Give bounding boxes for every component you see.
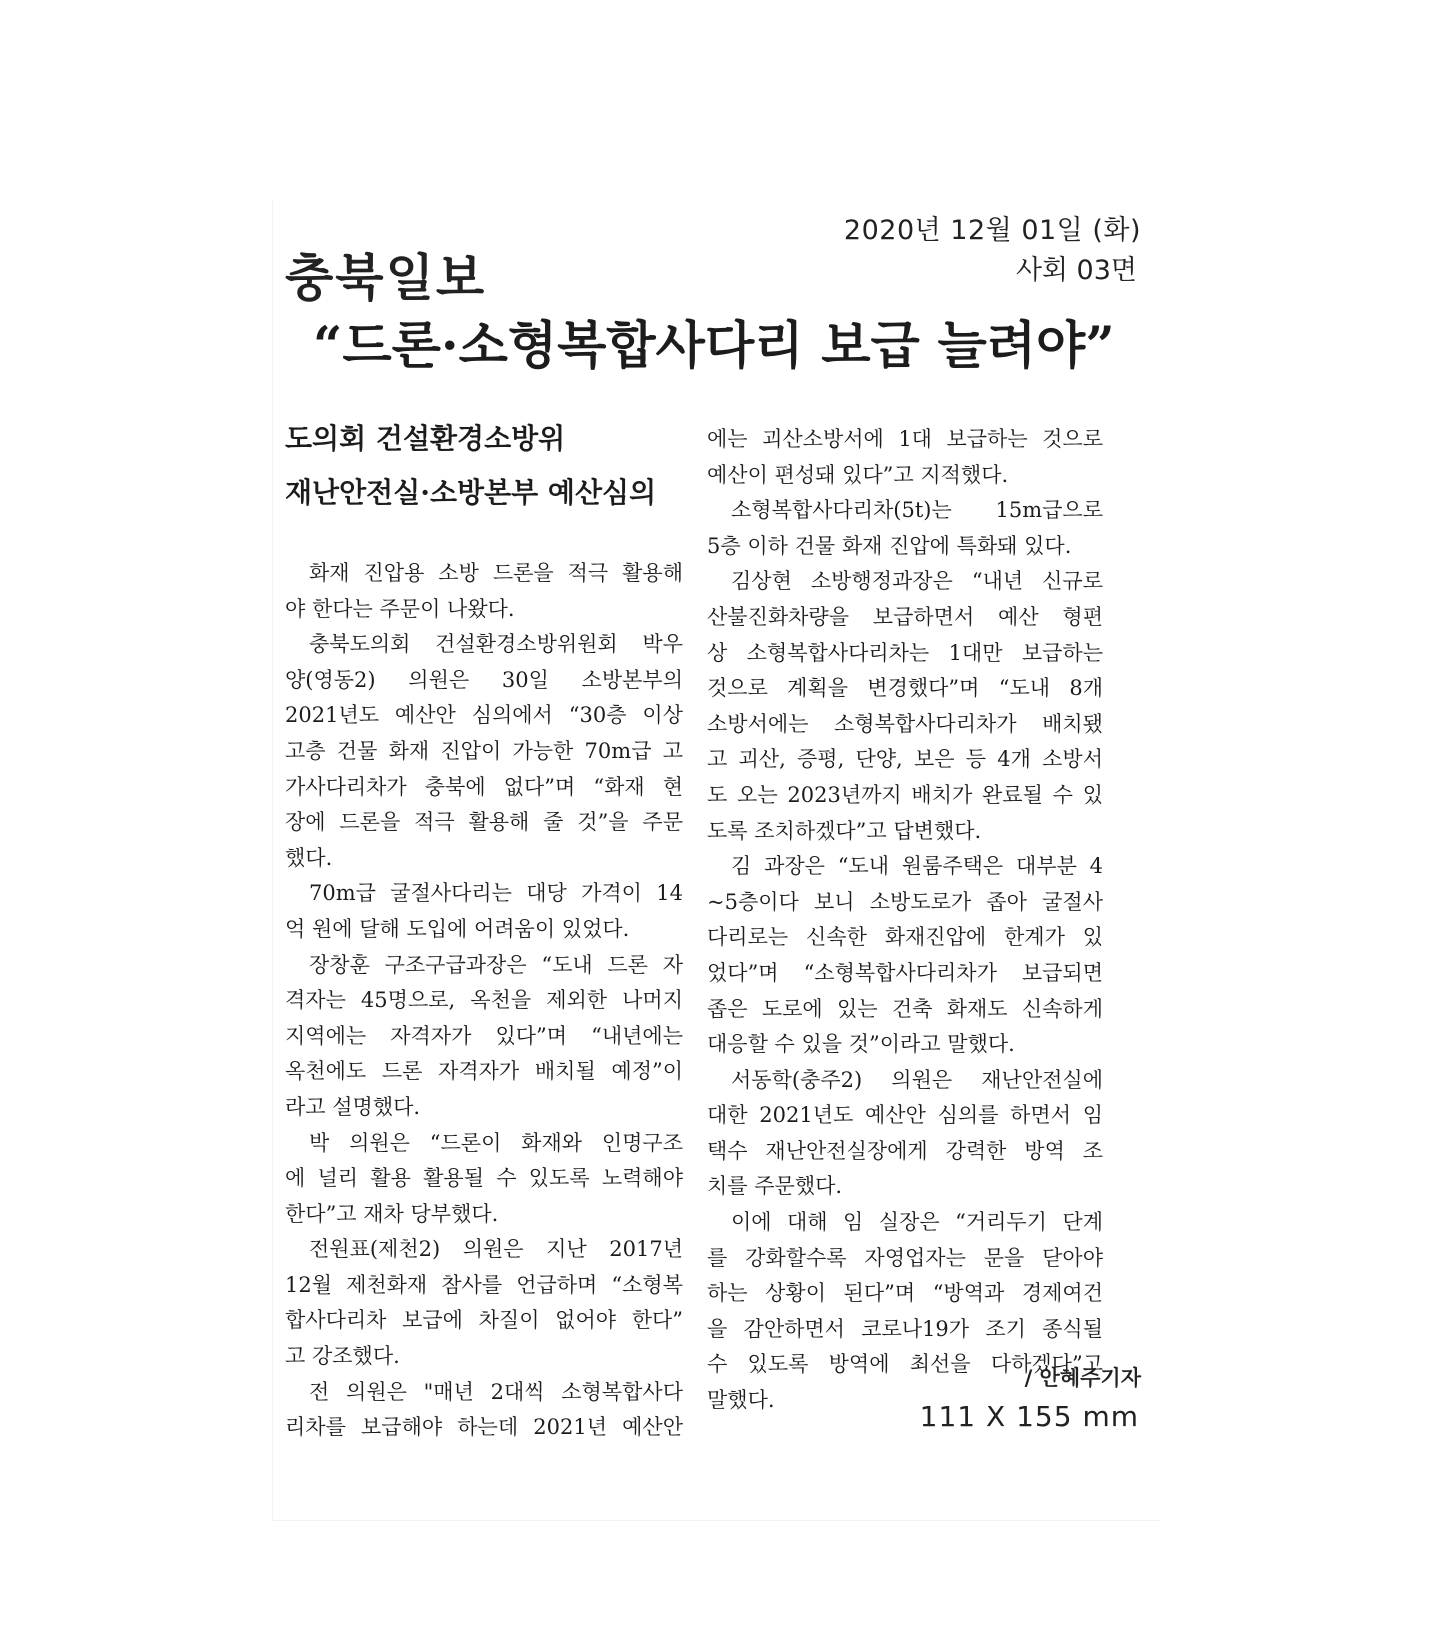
byline: / 안혜주기자 (1024, 1366, 1141, 1390)
text-line: 고층 건물 화재 진압이 가능한 70m급 고 (285, 738, 683, 763)
text-line: 전원표(제천2) 의원은 지난 2017년 (309, 1237, 683, 1262)
text-line: 소방서에는 소형복합사다리차가 배치됐 (707, 711, 1103, 736)
text-line: 었다”며 “소형복합사다리차가 보급되면 (707, 960, 1103, 985)
text-line: 야 한다는 주문이 나왔다. (285, 596, 515, 621)
text-line: 리차를 보급해야 하는데 2021년 예산안 (285, 1415, 683, 1440)
text-line: 하는 상황이 된다”며 “방역과 경제여건 (707, 1281, 1103, 1306)
text-line: 전 의원은 "매년 2대씩 소형복합사다 (309, 1379, 683, 1404)
text-line: 가사다리차가 충북에 없다”며 “화재 현 (285, 774, 683, 799)
article-column-left (285, 556, 683, 1446)
text-line: 를 강화할수록 자영업자는 문을 닫아야 (707, 1245, 1103, 1270)
text-line: 도록 조치하겠다”고 답변했다. (707, 818, 982, 843)
text-line: 장에 드론을 적극 활용해 줄 것”을 주문 (285, 810, 683, 835)
text-line: 12월 제천화재 참사를 언급하며 “소형복 (285, 1272, 683, 1297)
text-line: 택수 재난안전실장에게 강력한 방역 조 (707, 1138, 1103, 1163)
text-line: 서동학(충주2) 의원은 재난안전실에 (731, 1067, 1103, 1092)
text-line: 대한 2021년도 예산안 심의를 하면서 임 (707, 1103, 1103, 1128)
text-line: 지역에는 자격자가 있다”며 “내년에는 (285, 1023, 683, 1048)
text-line: 5층 이하 건물 화재 진압에 특화돼 있다. (707, 533, 1072, 558)
clipping-size: 111 X 155 mm (919, 1400, 1139, 1433)
text-line: 에는 괴산소방서에 1대 보급하는 것으로 (707, 427, 1103, 451)
publication-date: 2020년 12월 01일 (화) (843, 215, 1141, 246)
text-line: 말했다. (707, 1388, 775, 1413)
text-line: 예산이 편성돼 있다”고 지적했다. (707, 462, 1009, 487)
text-line: 산불진화차량을 보급하면서 예산 형편 (707, 604, 1103, 629)
text-line: 것으로 계획을 변경했다”며 “도내 8개 (707, 676, 1103, 701)
text-line: 한다”고 재차 당부했다. (285, 1201, 499, 1226)
text-line: 김 과장은 “도내 원룸주택은 대부분 4 (731, 854, 1103, 879)
text-line: 라고 설명했다. (285, 1094, 421, 1119)
text-line: 을 감안하면서 코로나19가 조기 종식될 (707, 1316, 1103, 1341)
text-line: 했다. (285, 845, 333, 870)
text-line: 치를 주문했다. (707, 1174, 843, 1199)
text-line: 합사다리차 보급에 차질이 없어야 한다” (285, 1308, 683, 1333)
text-line: 다리로는 신속한 화재진압에 한계가 있 (707, 925, 1103, 950)
text-line: 김상현 소방행정과장은 “내년 신규로 (731, 569, 1103, 594)
text-line: 억 원에 달해 도입에 어려움이 있었다. (285, 916, 630, 941)
newspaper-clipping (272, 200, 1161, 1521)
text-line: 장창훈 구조구급과장은 “도내 드론 자 (309, 952, 683, 977)
section-page: 사회 03면 (1015, 255, 1137, 286)
text-line: 에 널리 활용 활용될 수 있도록 노력해야 (285, 1166, 683, 1191)
subheadline (285, 412, 685, 520)
text-line: 70m급 굴절사다리는 대당 가격이 14 (309, 881, 683, 906)
text-line: 박 의원은 “드론이 화재와 인명구조 (309, 1130, 683, 1155)
article-column-right (707, 422, 1103, 1419)
text-line: 고 괴산, 증평, 단양, 보은 등 4개 소방서 (707, 747, 1103, 772)
text-line: 화재 진압용 소방 드론을 적극 활용해 (309, 561, 683, 585)
newspaper-name: 충북일보 (285, 249, 487, 307)
subhead-line: 도의회 건설환경소방위 (285, 422, 566, 455)
headline: “드론·소형복합사다리 보급 늘려야” (313, 316, 1115, 376)
text-line: 수 있도록 방역에 최선을 다하겠다”고 (707, 1352, 1103, 1377)
text-line: 대응할 수 있을 것”이라고 말했다. (707, 1032, 1015, 1057)
text-line: 상 소형복합사다리차는 1대만 보급하는 (707, 640, 1103, 665)
text-line: 충북도의회 건설환경소방위원회 박우 (309, 632, 683, 657)
text-line: 2021년도 예산안 심의에서 “30층 이상 (285, 703, 683, 728)
text-line: 격자는 45명으로, 옥천을 제외한 나머지 (285, 988, 683, 1013)
text-line: 이에 대해 임 실장은 “거리두기 단계 (731, 1210, 1103, 1235)
text-line: 양(영동2) 의원은 30일 소방본부의 (285, 667, 683, 692)
subhead-line: 재난안전실·소방본부 예산심의 (285, 476, 657, 509)
text-line: 도 오는 2023년까지 배치가 완료될 수 있 (707, 782, 1103, 807)
text-line: ~5층이다 보니 소방도로가 좁아 굴절사 (707, 889, 1103, 914)
text-line: 옥천에도 드론 자격자가 배치될 예정”이 (285, 1059, 683, 1084)
text-line: 고 강조했다. (285, 1344, 400, 1369)
text-line: 좁은 도로에 있는 건축 화재도 신속하게 (707, 996, 1103, 1021)
text-line: 소형복합사다리차(5t)는 15m급으로 (731, 498, 1103, 523)
